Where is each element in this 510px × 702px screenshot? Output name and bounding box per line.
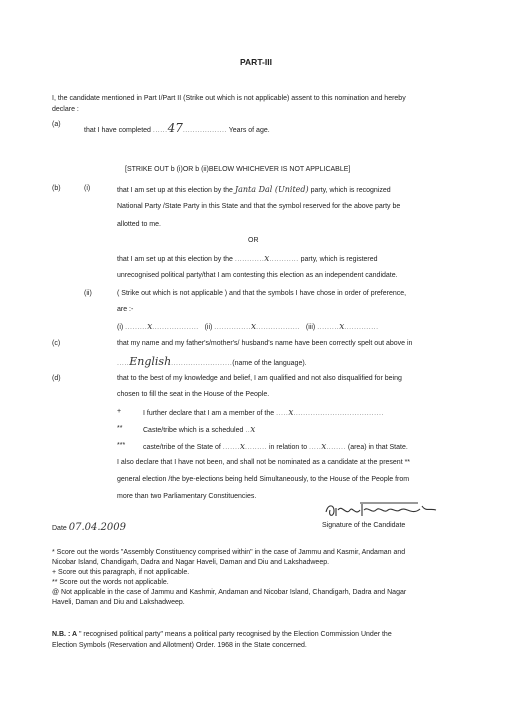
nb-label: N.B. : A [52, 631, 78, 638]
symbol-choices [117, 322, 379, 333]
double-star-fill: .. [245, 427, 251, 434]
plus-fill: ..... [276, 410, 289, 417]
triple-star-text-2: in relation to [268, 444, 308, 451]
symbol-3-mark: x [339, 322, 345, 332]
age-fill-line: ...... [152, 127, 168, 134]
item-c-text: that my name and my father's/mother's/ husband's name have been correctly spelt out above in [117, 340, 413, 347]
nb-line-2: Election Symbols (Reservation and Allotment) Order. 1968 in the State concerned. [52, 642, 307, 649]
footnote-4a: @ Not applicable in the case of Jammu and Kashmir, Andaman and Nicobar Island, Chandigarh, Dadra and Nagar [52, 589, 407, 596]
or-line-1 [117, 254, 378, 265]
item-b-i-text-1: that I am set up at this election by the [117, 187, 233, 194]
item-c-text-2: (name of the language). [232, 360, 307, 367]
or-separator: OR [248, 237, 259, 244]
item-c-line-2 [117, 355, 307, 369]
age-fill-line-2: .................. [182, 127, 227, 134]
intro-line-2: declare : [52, 106, 79, 113]
date-row [52, 522, 126, 535]
or-party-mark: x [264, 254, 270, 264]
triple-star-symbol: *** [117, 442, 126, 449]
item-d-line-1: that to the best of my knowledge and belief, I am qualified and not also disqualified for being [117, 375, 402, 382]
triple-star-line [143, 442, 408, 453]
plus-symbol: + [117, 408, 122, 415]
state-mark: x [239, 442, 245, 452]
item-b-ii-are: are :- [117, 306, 134, 313]
symbol-2-label: (ii) [204, 324, 213, 331]
or-fill-line: ............ [234, 256, 265, 263]
footnote-2: + Score out this paragraph, if not applicable. [52, 569, 190, 576]
language-value: English [129, 355, 172, 368]
or-text-1: that I am set up at this election by the [117, 256, 233, 263]
nb-line-1 [52, 631, 392, 640]
item-a-text-2: Years of age. [228, 127, 270, 134]
strike-out-heading: [STRIKE OUT b (i)OR b (ii)BELOW WHICHEVER IS NOT APPLICABLE] [125, 166, 351, 173]
nb-text-1: " recognised political party" means a political party recognised by the Election Commission Under the [78, 631, 392, 638]
double-star-text: Caste/tribe which is a scheduled [143, 427, 244, 434]
symbol-3-label: (iii) [305, 324, 316, 331]
party-name: Janta Dal (United) [234, 185, 309, 194]
item-d-line-b: general election /the bye-elections being held Simultaneously, to the House of the People from [117, 476, 410, 483]
item-d-label: (d) [52, 375, 61, 382]
language-fill-2: ......................... [171, 360, 233, 367]
triple-star-text-3: (area) in that State. [347, 444, 408, 451]
language-fill: ..... [117, 360, 130, 367]
state-fill-2: ......... [244, 444, 267, 451]
symbol-1-label: (i) [117, 324, 124, 331]
double-star-mark: x [250, 425, 256, 435]
intro-line-1: I, the candidate mentioned in Part I/Part II (Strike out which is not applicable) assent to this nomination and hereby [52, 95, 406, 102]
item-d-line-a: I also declare that I have not been, and shall not be nominated as a candidate at the present ** [117, 459, 411, 466]
item-d-line-2: chosen to fill the seat in the House of the People. [117, 391, 270, 398]
footnote-1b: Nicobar Island, Chandigarh, Dadra and Nagar Haveli, Daman and Diu and Lakshadweep. [52, 559, 330, 566]
signature-label: Signature of the Candidate [322, 522, 406, 529]
item-b-i-label: (i) [84, 185, 91, 192]
plus-text: I further declare that I am a member of the [143, 410, 275, 417]
symbol-3-fill-2: .............. [344, 324, 379, 331]
item-b-ii-label: (ii) [84, 290, 92, 297]
item-c-label: (c) [52, 340, 61, 347]
item-b-label: (b) [52, 185, 61, 192]
plus-line [143, 408, 384, 419]
area-fill-2: ........ [326, 444, 346, 451]
symbol-1-fill: ......... [125, 324, 148, 331]
item-d-line-c: more than two Parliamentary Constituencies. [117, 493, 257, 500]
footnote-1a: * Score out the words "Assembly Constituency comprised within" in the case of Jammu and Kasmir, Andaman and [52, 549, 406, 556]
age-value: 47 [167, 121, 183, 135]
date-value: 07.04.2009 [68, 522, 127, 533]
or-line-2: unrecognised political party/that I am contesting this election as an independent candidate. [117, 272, 398, 279]
item-b-i-text-2: party, which is recognized [310, 187, 391, 194]
double-star-line [143, 425, 255, 436]
symbol-2-fill-2: .................. [256, 324, 301, 331]
or-fill-line-2: ............ [269, 256, 299, 263]
item-a-label: (a) [52, 121, 61, 128]
footnote-3: ** Score out the words not applicable. [52, 579, 169, 586]
plus-fill-2: ..................................... [293, 410, 384, 417]
symbol-2-mark: x [250, 322, 257, 332]
symbol-3-fill: ......... [317, 324, 340, 331]
or-text-2: party, which is registered [300, 256, 378, 263]
item-a-text [84, 121, 270, 136]
area-fill: ..... [309, 444, 322, 451]
item-b-i-line-3: allotted to me. [117, 221, 161, 228]
page-title: PART-III [240, 57, 272, 67]
item-b-i-line-2: National Party /State Party in this State and that the symbol reserved for the above party be [117, 203, 401, 210]
plus-mark: x [288, 408, 294, 418]
area-mark: x [321, 442, 327, 452]
signature-image [322, 498, 442, 524]
item-a-text-1: that I have completed [84, 127, 151, 134]
double-star-symbol: ** [117, 425, 123, 432]
state-fill: ....... [222, 444, 240, 451]
item-b-ii-text: ( Strike out which is not applicable ) and that the symbols I have chose in order of preference, [117, 290, 407, 297]
symbol-1-fill-2: ................... [152, 324, 199, 331]
symbol-2-fill: ............... [214, 324, 251, 331]
item-b-i-line-1 [117, 185, 391, 196]
symbol-1-mark: x [147, 322, 153, 332]
footnote-4b: Haveli, Daman and Diu and Lakshadweep. [52, 599, 185, 606]
date-label: Date [52, 525, 67, 532]
triple-star-text-1: caste/tribe of the State of [143, 444, 221, 451]
